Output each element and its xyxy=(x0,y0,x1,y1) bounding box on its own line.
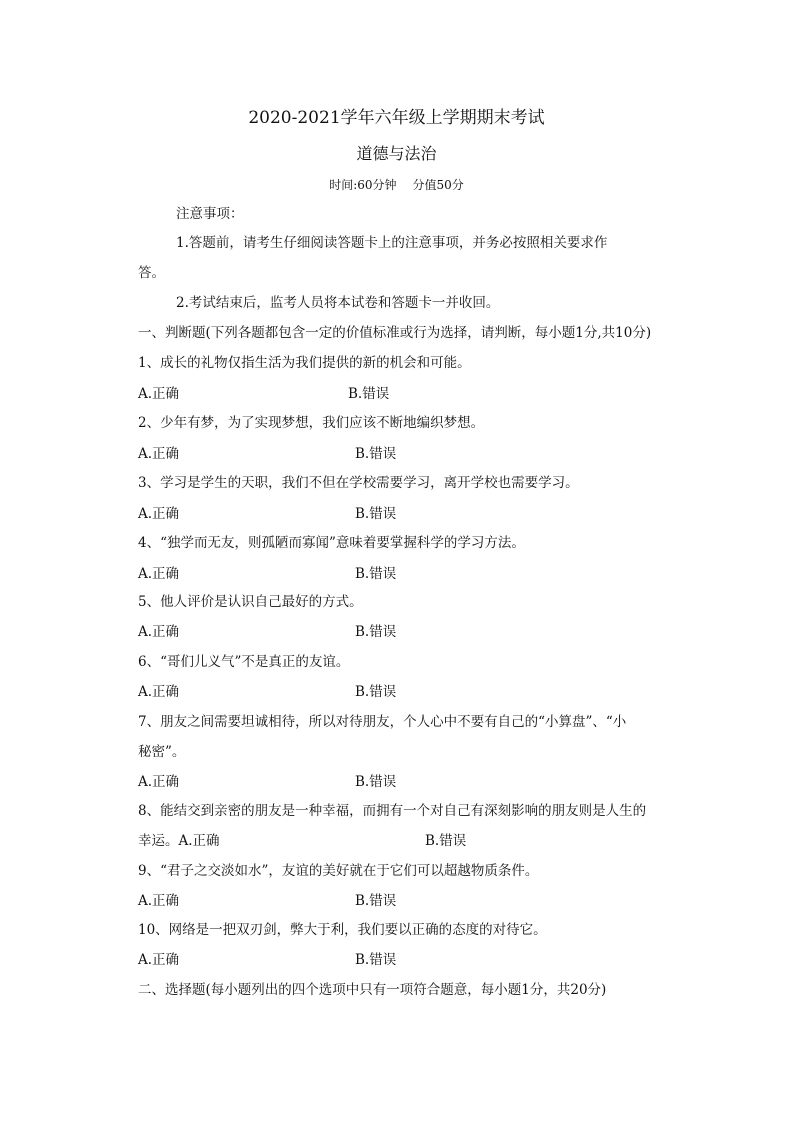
exam-title: 2020-2021学年六年级上学期期末考试 xyxy=(248,108,545,128)
notice-item-1-cont: 答。 xyxy=(138,265,165,281)
question-3: 3、学习是学生的天职，我们不但在学校需要学习，离开学校也需要学习。 xyxy=(138,475,579,491)
q3-option-b: B.错误 xyxy=(355,506,397,522)
question-7: 7、朋友之间需要坦诚相待，所以对待朋友，个人心中不要有自己的“小算盘”、“小 xyxy=(138,714,627,730)
question-2: 2、少年有梦，为了实现梦想，我们应该不断地编织梦想。 xyxy=(138,415,485,431)
q10-option-a: A.正确 xyxy=(138,952,180,968)
q7-option-a: A.正确 xyxy=(138,774,180,790)
question-8-cont: 幸运。A.正确 xyxy=(138,833,220,849)
q4-option-a: A.正确 xyxy=(138,566,180,582)
q9-option-b: B.错误 xyxy=(355,893,397,909)
section-1-heading: 一、判断题(下列各题都包含一定的价值标准或行为选择，请判断，每小题1分,共10分) xyxy=(138,325,652,341)
q5-option-a: A.正确 xyxy=(138,624,180,640)
q6-option-a: A.正确 xyxy=(138,684,180,700)
q10-option-b: B.错误 xyxy=(355,952,397,968)
exam-meta xyxy=(0,176,793,194)
section-2-heading: 二、选择题(每小题列出的四个选项中只有一项符合题意，每小题1分，共20分) xyxy=(138,982,607,998)
notice-item-2: 2.考试结束后，监考人员将本试卷和答题卡一并收回。 xyxy=(176,295,500,311)
q9-option-a: A.正确 xyxy=(138,893,180,909)
q8-option-b: B.错误 xyxy=(425,833,467,849)
question-10: 10、网络是一把双刃剑，弊大于利，我们要以正确的态度的对待它。 xyxy=(138,922,547,938)
q1-option-a: A.正确 xyxy=(138,386,180,402)
subject-title: 道德与法治 xyxy=(356,144,437,163)
question-1: 1、成长的礼物仅指生活为我们提供的新的机会和可能。 xyxy=(138,355,471,371)
question-8: 8、能结交到亲密的朋友是一种幸福，而拥有一个对自己有深刻影响的朋友则是人生的 xyxy=(138,803,647,819)
q7-option-b: B.错误 xyxy=(355,774,397,790)
question-4: 4、“独学而无友，则孤陋而寡闻”意味着要掌握科学的学习方法。 xyxy=(138,535,525,551)
question-9: 9、“君子之交淡如水”，友谊的美好就在于它们可以超越物质条件。 xyxy=(138,863,539,879)
q2-option-b: B.错误 xyxy=(355,446,397,462)
exam-score: 分值50分 xyxy=(412,178,464,192)
q2-option-a: A.正确 xyxy=(138,446,180,462)
q3-option-a: A.正确 xyxy=(138,506,180,522)
exam-time: 时间:60分钟 xyxy=(329,178,397,192)
question-6: 6、“哥们儿义气”不是真正的友谊。 xyxy=(138,654,350,670)
q5-option-b: B.错误 xyxy=(355,624,397,640)
question-5: 5、他人评价是认识自己最好的方式。 xyxy=(138,594,363,610)
question-7-cont: 秘密”。 xyxy=(138,744,186,760)
notice-item-1: 1.答题前，请考生仔细阅读答题卡上的注意事项，并务必按照相关要求作 xyxy=(176,235,608,251)
q4-option-b: B.错误 xyxy=(355,566,397,582)
q6-option-b: B.错误 xyxy=(355,684,397,700)
notice-heading: 注意事项： xyxy=(176,206,244,222)
q1-option-b: B.错误 xyxy=(348,386,390,402)
